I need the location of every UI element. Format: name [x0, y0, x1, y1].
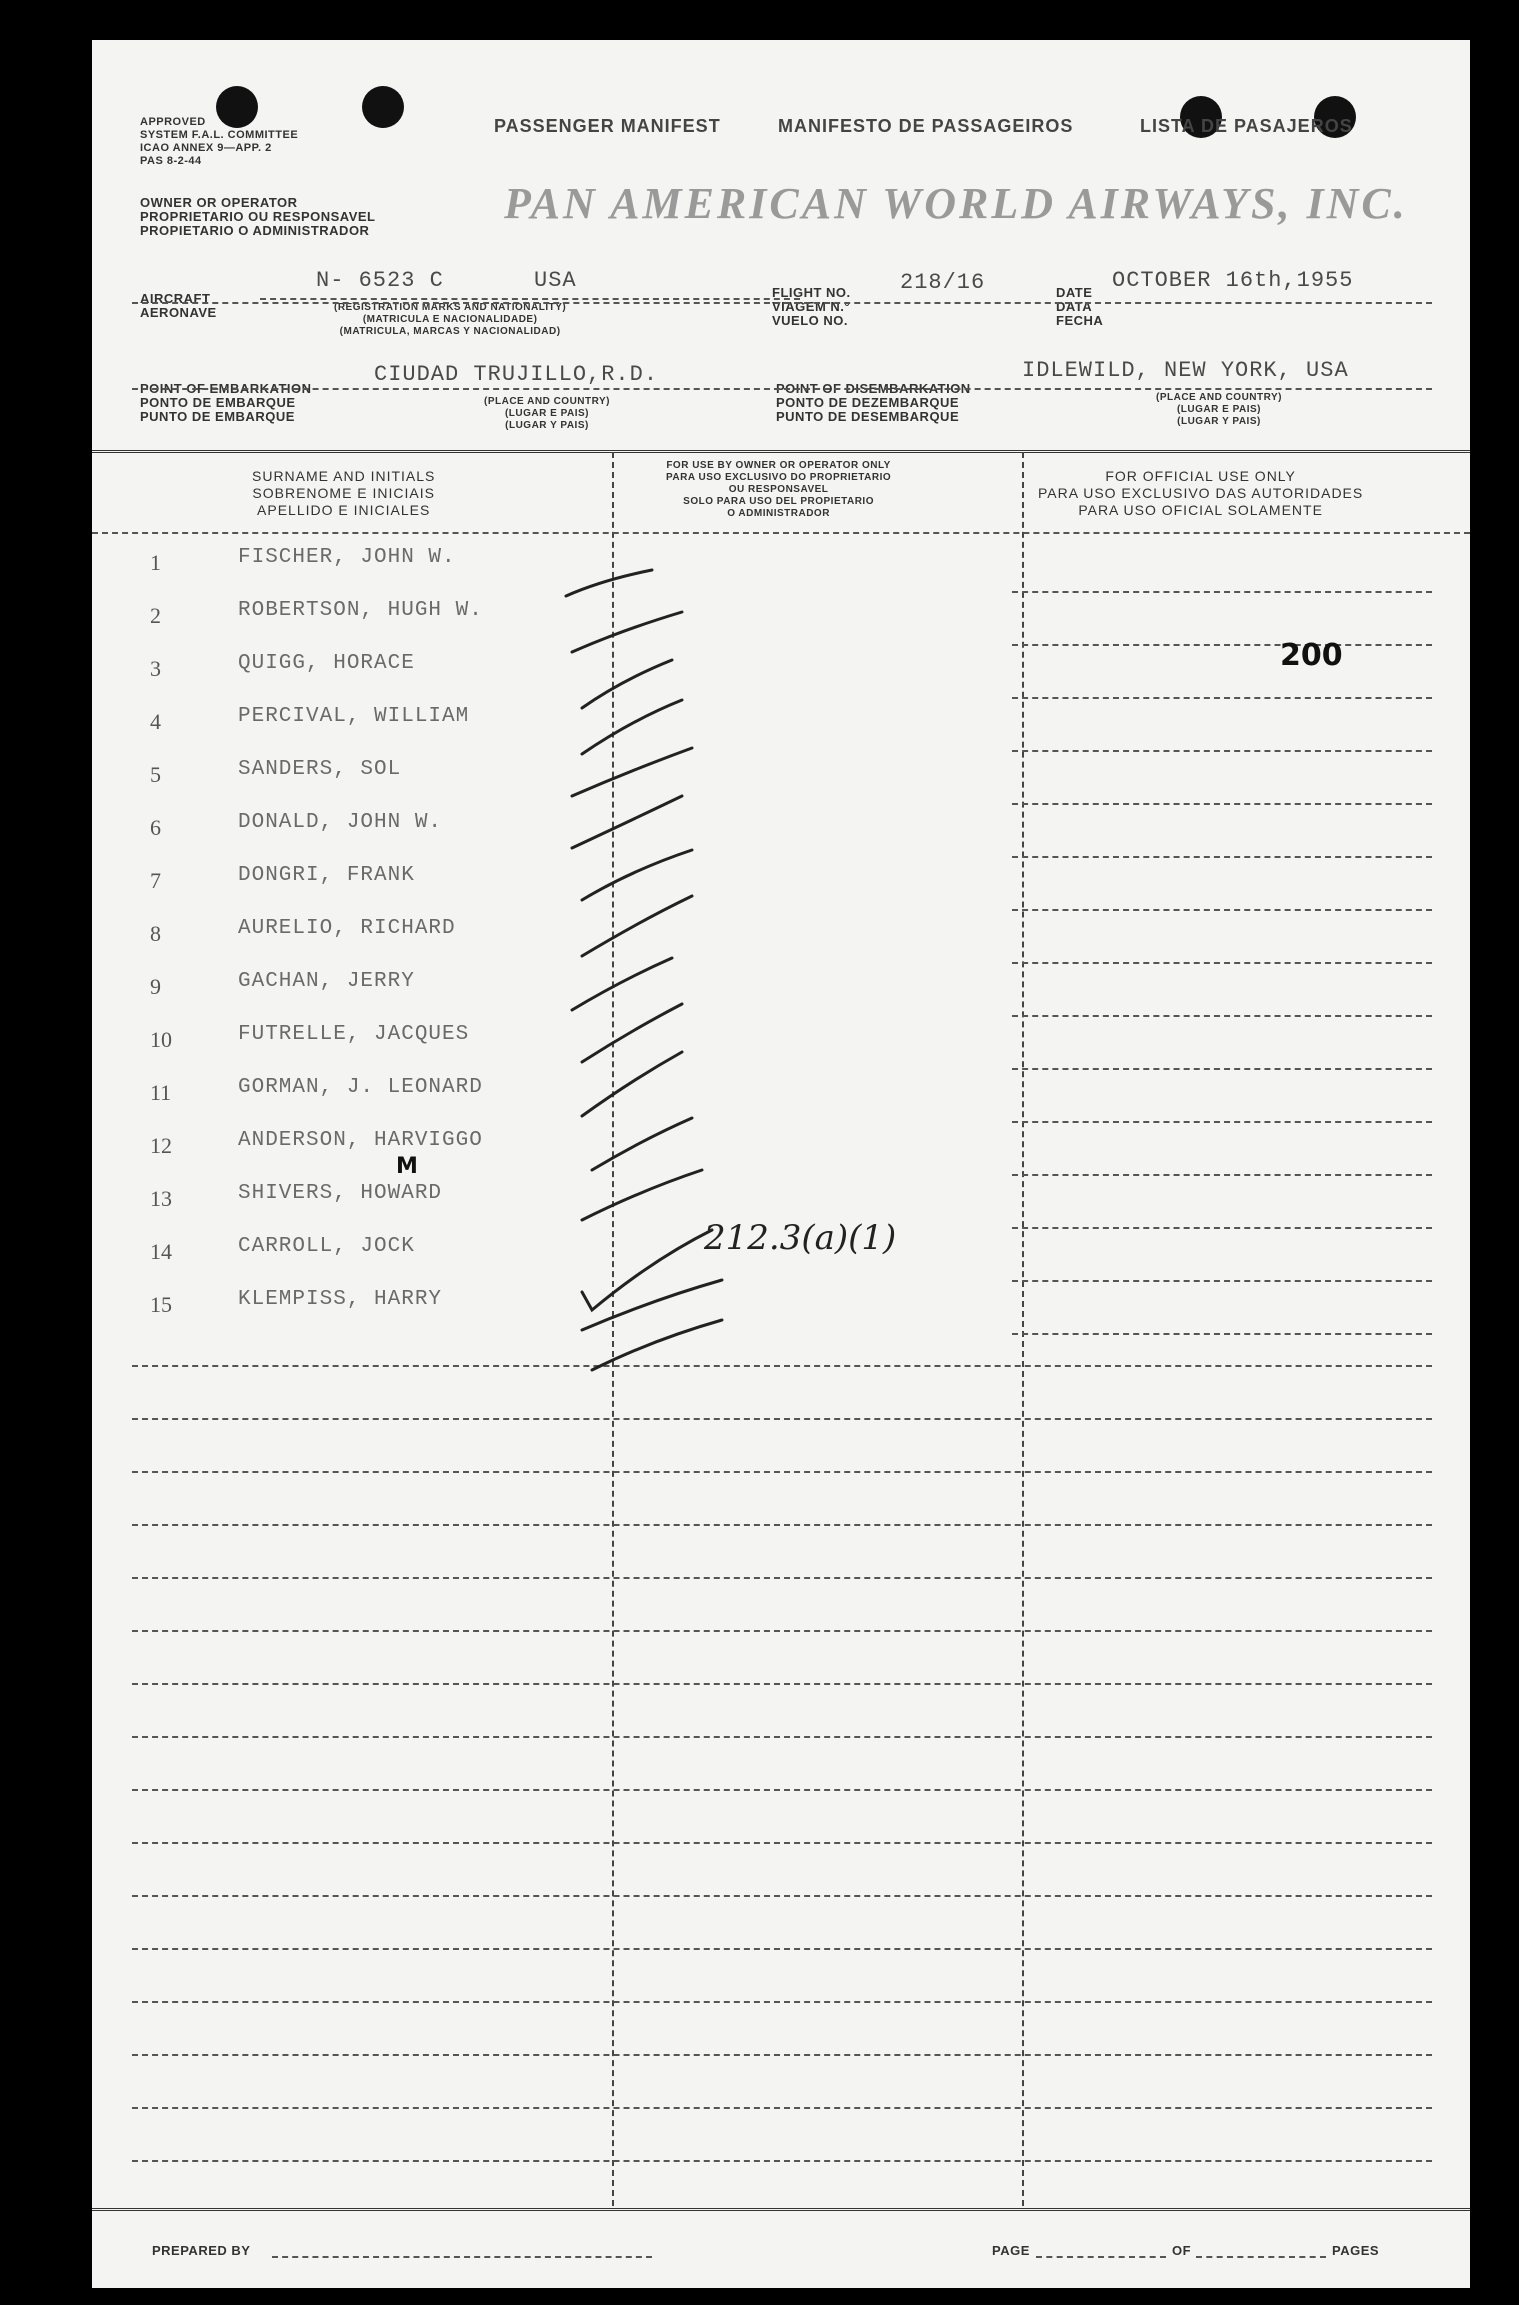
passenger-name: GACHAN, JERRY — [238, 970, 415, 993]
blank-row-rule — [132, 1948, 1432, 1950]
passenger-name: FUTRELLE, JACQUES — [238, 1023, 470, 1046]
row-number: 7 — [150, 868, 161, 893]
row-number: 14 — [150, 1239, 172, 1264]
col-header-operator: FOR USE BY OWNER OR OPERATOR ONLY PARA USO EXCLUSIVO DO PROPRIETARIO OU RESPONSAVEL SOLO PARA USO DEL PROPIETARIO O ADMINISTRADOR — [666, 460, 892, 519]
passenger-name: KLEMPISS, HARRY — [238, 1288, 443, 1311]
of-label: OF — [1172, 2243, 1192, 2258]
title-pt: MANIFESTO DE PASSAGEIROS — [778, 116, 1074, 136]
embark-value: CIUDAD TRUJILLO,R.D. — [374, 362, 659, 387]
pages-label: PAGES — [1332, 2243, 1380, 2258]
passenger-name: ANDERSON, HARVIGGO — [238, 1129, 483, 1152]
passenger-name: DONGRI, FRANK — [238, 864, 415, 887]
disembark-labels: POINT OF DISEMBARKATION PONTO DE DEZEMBARQUE PUNTO DE DESEMBARQUE — [776, 381, 971, 424]
approval-block: APPROVED SYSTEM F.A.L. COMMITTEE ICAO ANNEX 9—APP. 2 PAS 8-2-44 — [140, 116, 299, 167]
disembark-value: IDLEWILD, NEW YORK, USA — [1022, 358, 1349, 383]
row-number: 2 — [150, 603, 161, 628]
passenger-name: SANDERS, SOL — [238, 758, 402, 781]
disembark-caption: (PLACE AND COUNTRY) (LUGAR E PAIS) (LUGAR Y PAIS) — [1156, 392, 1282, 427]
nationality-value: USA — [534, 268, 577, 293]
passenger-name: CARROLL, JOCK — [238, 1235, 415, 1258]
embark-caption: (PLACE AND COUNTRY) (LUGAR E PAIS) (LUGAR Y PAIS) — [484, 396, 610, 431]
embark-labels: POINT OF EMBARKATION PONTO DE EMBARQUE PUNTO DE EMBARQUE — [140, 381, 312, 424]
title-en: PASSENGER MANIFEST — [494, 116, 721, 136]
passenger-name: GORMAN, J. LEONARD — [238, 1076, 483, 1099]
blank-row-rule — [132, 2107, 1432, 2109]
blank-row-rule — [132, 1842, 1432, 1844]
registration-caption: (REGISTRATION MARKS AND NATIONALITY) (MATRICULA E NACIONALIDADE) (MATRICULA, MARCAS Y NACIONALIDAD) — [334, 302, 567, 337]
blank-row-rule — [132, 1471, 1432, 1473]
prepared-by-label: PREPARED BY — [152, 2243, 251, 2258]
owner-labels: OWNER OR OPERATOR PROPRIETARIO OU RESPONSAVEL PROPIETARIO O ADMINISTRADOR — [140, 195, 376, 238]
row-number: 15 — [150, 1292, 172, 1317]
rule — [260, 298, 800, 300]
passenger-name: DONALD, JOHN W. — [238, 811, 443, 834]
blank-row-rule — [132, 2054, 1432, 2056]
of-line — [1196, 2256, 1326, 2258]
row-number: 12 — [150, 1133, 172, 1158]
row-number: 4 — [150, 709, 161, 734]
row-number: 6 — [150, 815, 161, 840]
table-bottom-rule — [92, 2208, 1470, 2211]
table-top-rule — [92, 450, 1470, 453]
col-header-official: FOR OFFICIAL USE ONLY PARA USO EXCLUSIVO DAS AUTORIDADES PARA USO OFICIAL SOLAMENTE — [1038, 468, 1364, 518]
blank-row-rule — [132, 1736, 1432, 1738]
check-marks — [562, 540, 822, 1420]
date-labels: DATE DATA FECHA — [1056, 285, 1104, 328]
aircraft-labels: AIRCRAFT AERONAVE — [140, 291, 217, 320]
row-number: 10 — [150, 1027, 172, 1052]
passenger-name: PERCIVAL, WILLIAM — [238, 705, 470, 728]
row-number: 8 — [150, 921, 161, 946]
passenger-name: ROBERTSON, HUGH W. — [238, 599, 483, 622]
blank-row-rule — [132, 2001, 1432, 2003]
row-number: 13 — [150, 1186, 172, 1211]
page-label: PAGE — [992, 2243, 1030, 2258]
blank-row-rule — [132, 1895, 1432, 1897]
row-number: 3 — [150, 656, 161, 681]
passenger-name: FISCHER, JOHN W. — [238, 546, 456, 569]
blank-row-rule — [132, 1630, 1432, 1632]
row-number: 1 — [150, 550, 161, 575]
row-rule — [1012, 1333, 1432, 1335]
row-number: 5 — [150, 762, 161, 787]
manifest-page — [92, 40, 1470, 2288]
date-value: OCTOBER 16th,1955 — [1112, 268, 1354, 293]
passenger-name: QUIGG, HORACE — [238, 652, 415, 675]
blank-row-rule — [132, 2160, 1432, 2162]
page-line — [1036, 2256, 1166, 2258]
registration-value: N- 6523 C — [316, 268, 444, 293]
handwritten-code: 212.3(a)(1) — [704, 1218, 897, 1258]
passenger-name: AURELIO, RICHARD — [238, 917, 456, 940]
prepared-by-line — [272, 2256, 652, 2258]
header-bottom-rule — [92, 532, 1470, 534]
row-number: 9 — [150, 974, 161, 999]
rule — [132, 302, 1432, 304]
stamp-number: 200 — [1280, 638, 1343, 673]
overwrite-mark: M — [396, 1154, 418, 1179]
blank-row-rule — [132, 1577, 1432, 1579]
punch-hole — [362, 86, 404, 128]
blank-row-rule — [132, 1524, 1432, 1526]
blank-row-rule — [132, 1789, 1432, 1791]
title-es: LISTA DE PASAJEROS — [1140, 116, 1353, 136]
col-header-surname: SURNAME AND INITIALS SOBRENOME E INICIAIS APELLIDO E INICIALES — [252, 468, 436, 518]
flight-labels: FLIGHT NO. VIAGEM N.° VUELO NO. — [772, 285, 851, 328]
airline-name: PAN AMERICAN WORLD AIRWAYS, INC. — [504, 179, 1408, 228]
passenger-name: SHIVERS, HOWARD — [238, 1182, 443, 1205]
rule — [132, 388, 1432, 390]
flight-no-value: 218/16 — [900, 270, 986, 295]
blank-row-rule — [132, 1683, 1432, 1685]
row-number: 11 — [150, 1080, 172, 1105]
